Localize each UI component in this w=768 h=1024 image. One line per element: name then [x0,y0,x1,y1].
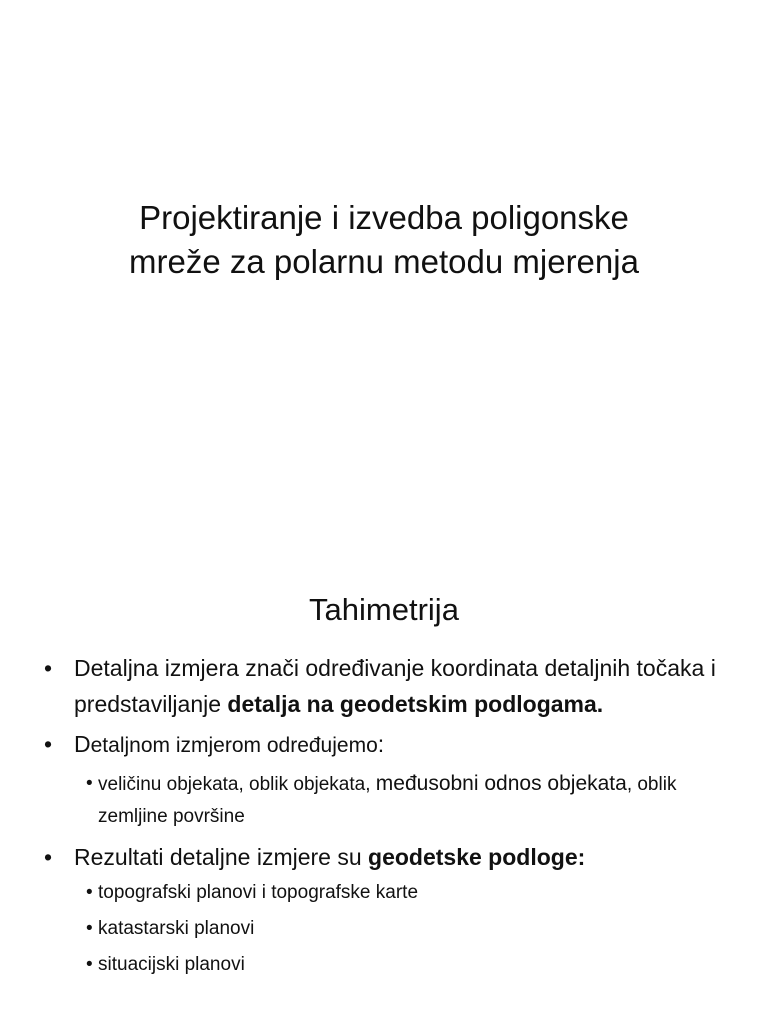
bullet-lead-letter: D [74,731,91,757]
slide-title-line-1: Projektiranje i izvedba poligonske [139,199,629,236]
bullet-colon: : [577,844,586,870]
bullet-text: Detaljna izmjera znači određivanje koordinata detaljnih točaka i predstaviljanje [74,655,716,717]
bullet-colon: : [377,731,385,757]
bullet-bold-text: geodetske podloge [368,844,578,870]
bullet-text: Rezultati detaljne izmjere su [74,844,369,870]
sub-bullet-text-3: , oblik zemljine površine [98,774,677,827]
content-slide [0,560,768,1024]
bullet-detaljnom-izmjerom [44,726,744,833]
bullet-text: etaljnom izmjerom određujemo [90,734,378,757]
slide-title-line-2: mreže za polarnu metodu mjerenja [129,243,639,280]
slide-title [0,196,768,284]
sub-bullet-text-2: međusobni odnos objekata [375,772,627,795]
sub-bullet-list [74,768,744,833]
sub-bullet-list [74,879,744,979]
sub-bullet-item: • situacijski planovi [86,951,744,979]
bullet-bold-text: detalja na geodetskim podlogama. [227,691,604,717]
sub-bullet-item: • topografski planovi i topografske karte [86,879,744,907]
sub-bullet-text-1: veličinu objekata, oblik objekata, [98,774,376,795]
bullet-rezultati [44,839,744,979]
bullet-list [44,650,744,985]
content-slide-title: Tahimetrija [309,592,459,627]
sub-bullet-velicinu [86,768,744,833]
sub-bullet-item: • katastarski planovi [86,915,744,943]
bullet-detaljna-izmjera [44,650,744,722]
